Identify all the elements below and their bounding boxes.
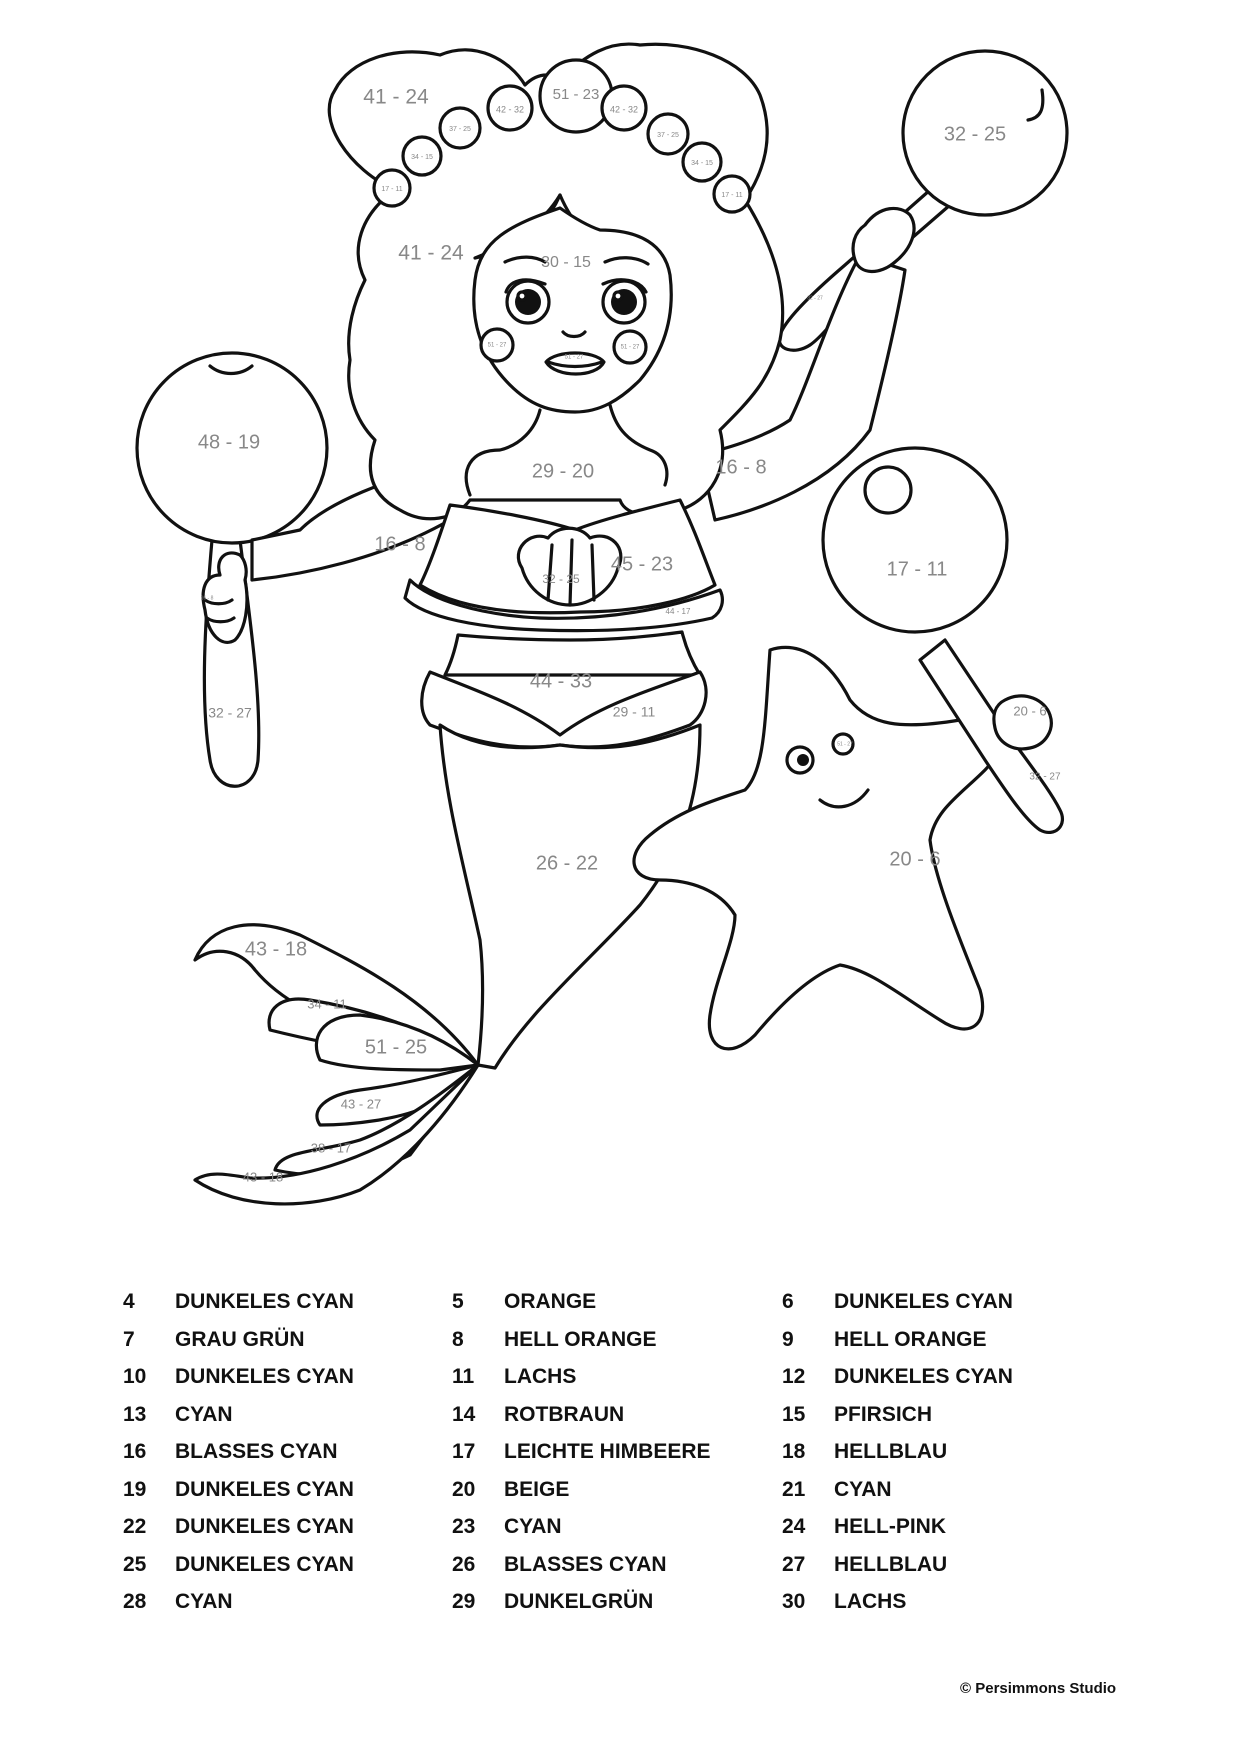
legend-color-name: LACHS <box>504 1365 577 1388</box>
legend-number: 14 <box>452 1402 476 1426</box>
region-label-fin-2: 34 - 11 <box>307 996 347 1012</box>
legend-color-name: HELL-PINK <box>834 1515 946 1538</box>
region-label-fin-5: 38 - 17 <box>310 1140 352 1156</box>
region-label-headband-l1: 42 - 32 <box>495 104 525 115</box>
legend-color-name: DUNKELES CYAN <box>834 1290 1013 1313</box>
legend-number: 23 <box>452 1515 476 1538</box>
region-label-waist: 44 - 33 <box>529 670 593 693</box>
region-label-fin-3: 51 - 25 <box>364 1036 428 1059</box>
region-label-hair-bun-left: 41 - 24 <box>363 85 429 109</box>
legend-color-name: DUNKELGRÜN <box>504 1590 654 1613</box>
region-label-lollipop-left-hand: 16 - 8 <box>200 595 214 602</box>
region-label-belt-ruffle: 29 - 11 <box>612 703 656 720</box>
legend-number: 26 <box>452 1552 476 1576</box>
legend-color-name: DUNKELES CYAN <box>175 1290 354 1313</box>
legend-number: 11 <box>452 1365 475 1388</box>
region-label-headband-r2: 37 - 25 <box>657 131 679 139</box>
lollipop-right <box>779 51 1067 350</box>
region-label-headband-r3: 34 - 15 <box>691 159 713 167</box>
region-label-top-ruffle: 44 - 17 <box>665 607 691 617</box>
region-label-shell: 32 - 25 <box>542 572 580 587</box>
legend-number: 15 <box>782 1402 806 1426</box>
legend-number: 10 <box>123 1365 147 1388</box>
legend-color-name: CYAN <box>834 1477 892 1501</box>
region-label-headband-r4: 17 - 11 <box>721 191 743 199</box>
legend-color-name: DUNKELES CYAN <box>834 1365 1013 1388</box>
legend-number: 28 <box>123 1590 147 1613</box>
tail <box>440 725 700 1068</box>
legend-number: 8 <box>452 1327 464 1351</box>
legend-number: 9 <box>782 1327 794 1351</box>
legend-number: 12 <box>782 1365 806 1388</box>
legend-color-name: CYAN <box>175 1590 233 1613</box>
legend-color-name: HELL ORANGE <box>834 1327 987 1351</box>
legend-color-name: BLASSES CYAN <box>175 1440 338 1463</box>
region-label-lips: 51 - 27 <box>564 354 584 361</box>
legend-color-name: LEICHTE HIMBEERE <box>504 1440 711 1463</box>
legend-color-name: DUNKELES CYAN <box>175 1552 354 1576</box>
region-label-headband-l3: 34 - 15 <box>411 153 433 161</box>
legend-number: 30 <box>782 1590 806 1613</box>
legend-number: 16 <box>123 1440 147 1463</box>
legend-number: 22 <box>123 1515 147 1538</box>
region-label-star-lollipop-stick: 32 - 27 <box>1029 771 1061 783</box>
legend-color-name: HELL ORANGE <box>504 1327 657 1351</box>
region-label-lollipop-right-stick: 32 - 27 <box>807 295 823 302</box>
region-label-face: 30 - 15 <box>541 254 591 272</box>
region-label-star-lollipop: 17 - 11 <box>886 558 948 581</box>
legend-color-name: BLASSES CYAN <box>504 1552 667 1576</box>
region-label-lollipop-right: 32 - 25 <box>943 123 1007 146</box>
region-label-star-hand: 20 - 6 <box>1013 703 1047 719</box>
legend-number: 18 <box>782 1440 806 1463</box>
region-label-tail: 26 - 22 <box>535 852 599 875</box>
legend-number: 6 <box>782 1290 794 1313</box>
region-label-arm-right: 16 - 8 <box>715 456 767 479</box>
legend-number: 7 <box>123 1327 135 1351</box>
region-label-arm-left: 16 - 8 <box>374 533 426 556</box>
legend-number: 24 <box>782 1515 806 1538</box>
legend-color-name: BEIGE <box>504 1477 570 1501</box>
legend-number: 4 <box>123 1290 135 1313</box>
legend-color-name: ORANGE <box>504 1290 597 1313</box>
region-label-cheek-right: 51 - 27 <box>620 344 640 351</box>
region-label-top: 45 - 23 <box>610 553 674 576</box>
region-label-lollipop-left-stick: 32 - 27 <box>208 704 252 721</box>
legend-number: 21 <box>782 1477 806 1501</box>
legend-color-name: ROTBRAUN <box>504 1402 625 1426</box>
region-label-cheek-left: 51 - 27 <box>487 342 507 349</box>
legend-number: 19 <box>123 1477 147 1501</box>
legend-color-name: DUNKELES CYAN <box>175 1477 354 1501</box>
region-label-fin-4: 43 - 27 <box>340 1096 382 1112</box>
legend-color-name: GRAU GRÜN <box>175 1327 305 1351</box>
legend-number: 20 <box>452 1477 476 1501</box>
legend-color-name: CYAN <box>175 1402 233 1426</box>
legend-number: 17 <box>452 1440 476 1463</box>
legend-number: 25 <box>123 1552 147 1576</box>
color-legend <box>0 1290 1240 1630</box>
legend-color-name: LACHS <box>834 1590 907 1613</box>
region-label-hair: 41 - 24 <box>398 241 464 265</box>
legend-color-name: HELLBLAU <box>834 1552 948 1576</box>
legend-color-name: DUNKELES CYAN <box>175 1515 354 1538</box>
region-label-neck: 29 - 20 <box>531 460 595 483</box>
region-label-headband-center: 51 - 23 <box>552 85 600 103</box>
region-label-fin-6: 43 - 18 <box>242 1169 284 1185</box>
region-label-fin-1: 43 - 18 <box>244 938 308 961</box>
region-label-headband-l2: 37 - 25 <box>449 125 471 133</box>
copyright: © Persimmons Studio <box>960 1680 1117 1697</box>
region-label-lollipop-left: 48 - 19 <box>197 431 261 454</box>
region-label-headband-l4: 17 - 11 <box>381 185 403 193</box>
legend-number: 13 <box>123 1402 147 1426</box>
legend-number: 27 <box>782 1552 806 1576</box>
legend-color-name: DUNKELES CYAN <box>175 1365 354 1388</box>
region-label-star: 20 - 6 <box>889 848 941 871</box>
legend-number: 29 <box>452 1590 476 1613</box>
legend-color-name: PFIRSICH <box>834 1402 933 1426</box>
region-label-star-eye: 51 - 27 <box>837 741 853 748</box>
legend-color-name: CYAN <box>504 1515 562 1538</box>
legend-number: 5 <box>452 1290 464 1313</box>
region-label-headband-r1: 42 - 32 <box>609 104 639 115</box>
legend-color-name: HELLBLAU <box>834 1440 948 1463</box>
fins <box>195 925 478 1204</box>
